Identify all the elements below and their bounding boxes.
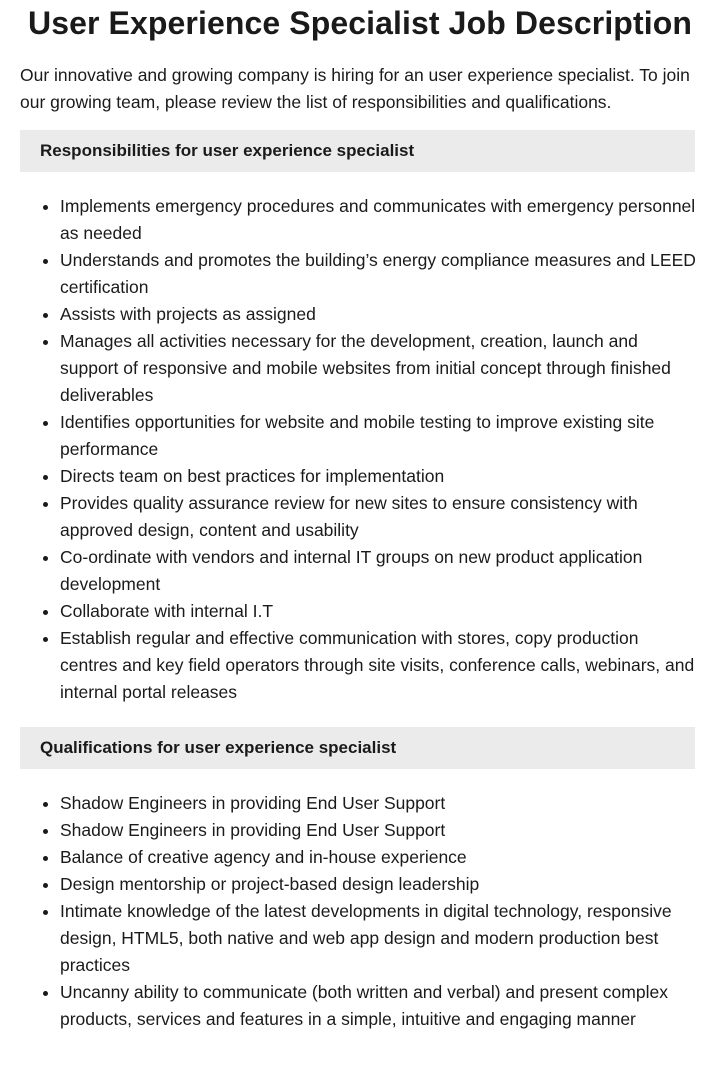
responsibilities-list [20,193,700,706]
list-item: • Design mentorship or project-based design leadership [60,871,700,898]
list-item: • Co-ordinate with vendors and internal IT groups on new product application development [60,544,700,598]
list-item: • Manages all activities necessary for the development, creation, launch and support of responsive and mobile websites from initial concept through finished deliverables [60,328,700,409]
list-item: • Directs team on best practices for implementation [60,463,700,490]
list-item: • Understands and promotes the building’s energy compliance measures and LEED certification [60,247,700,301]
list-item: • Assists with projects as assigned [60,301,700,328]
list-item: • Shadow Engineers in providing End User Support [60,790,700,817]
qualifications-heading: Qualifications for user experience specialist [20,727,695,769]
list-item: • Uncanny ability to communicate (both written and verbal) and present complex products, services and features in a simple, intuitive and engaging manner [60,979,700,1033]
list-item: • Shadow Engineers in providing End User Support [60,817,700,844]
list-item: • Establish regular and effective communication with stores, copy production centres and key field operators through site visits, conference calls, webinars, and internal portal releases [60,625,700,706]
list-item: • Collaborate with internal I.T [60,598,700,625]
intro-paragraph: Our innovative and growing company is hiring for an user experience specialist. To join our growing team, please review the list of responsibilities and qualifications. [20,65,690,112]
list-item: • Identifies opportunities for website and mobile testing to improve existing site performance [60,409,700,463]
page-title: User Experience Specialist Job Description [27,5,692,41]
list-item: • Intimate knowledge of the latest developments in digital technology, responsive design, HTML5, both native and web app design and modern production best practices [60,898,700,979]
qualifications-list [20,790,700,1033]
responsibilities-heading: Responsibilities for user experience specialist [20,130,695,172]
list-item: • Balance of creative agency and in-house experience [60,844,700,871]
list-item: • Implements emergency procedures and communicates with emergency personnel as needed [60,193,700,247]
list-item: • Provides quality assurance review for new sites to ensure consistency with approved design, content and usability [60,490,700,544]
